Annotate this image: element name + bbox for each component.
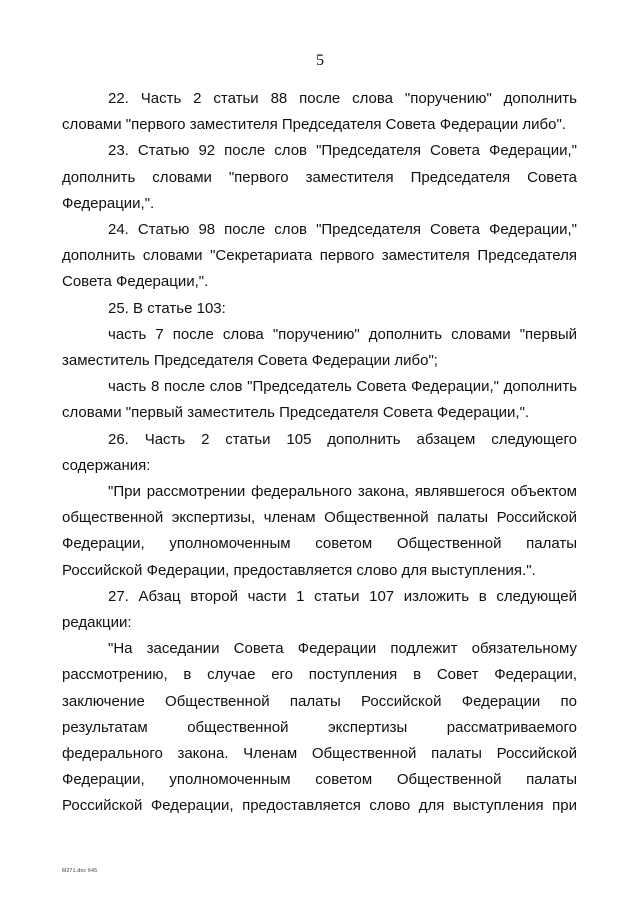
- text-line: общественной экспертизы, членам Общественной палаты Российской: [62, 509, 577, 527]
- text-line: результатам общественной экспертизы рассматриваемого: [62, 718, 577, 736]
- text-line: редакции:: [62, 614, 132, 632]
- text-line: заключение Общественной палаты Российской Федерации по: [62, 692, 577, 710]
- text-line: Федерации, уполномоченным советом Общественной палаты: [62, 535, 577, 553]
- text-line: словами "первый заместитель Председателя Совета Федерации,".: [62, 404, 530, 422]
- text-line: дополнить словами "Секретариата первого заместителя Председателя: [62, 247, 577, 265]
- text-line: Федерации,".: [62, 194, 155, 212]
- text-line: часть 8 после слов "Председатель Совета Федерации," дополнить: [108, 378, 577, 396]
- text-line: заместитель Председателя Совета Федерации либо";: [62, 352, 438, 370]
- page-number: 5: [316, 52, 324, 69]
- text-line: часть 7 после слова "поручению" дополнить словами "первый: [108, 325, 577, 343]
- text-line: 26. Часть 2 статьи 105 дополнить абзацем следующего: [108, 430, 577, 448]
- text-line: содержания:: [62, 456, 151, 474]
- text-line: 22. Часть 2 статьи 88 после слова "поручению" дополнить: [108, 90, 577, 107]
- text-line: 27. Абзац второй части 1 статьи 107 изложить в следующей: [108, 587, 577, 605]
- text-line: 25. В статье 103:: [108, 299, 226, 317]
- text-line: Совета Федерации,".: [62, 273, 209, 291]
- text-line: 24. Статью 98 после слов "Председателя Совета Федерации,": [108, 221, 577, 239]
- text-line: "При рассмотрении федерального закона, являвшегося объектом: [108, 483, 577, 501]
- document-body: [62, 86, 577, 820]
- text-line: "На заседании Совета Федерации подлежит обязательному: [108, 640, 577, 658]
- text-line: рассмотрению, в случае его поступления в Совет Федерации,: [62, 666, 577, 684]
- text-line: 23. Статью 92 после слов "Председателя Совета Федерации,": [108, 142, 577, 160]
- text-line: федерального закона. Членам Общественной палаты Российской: [62, 745, 577, 763]
- text-line: Российской Федерации, предоставляется слово для выступления.".: [62, 561, 536, 579]
- text-line: словами "первого заместителя Председателя Совета Федерации либо".: [62, 116, 566, 134]
- text-line: Российской Федерации, предоставляется слово для выступления при: [62, 797, 577, 815]
- text-line: Федерации, уполномоченным советом Общественной палаты: [62, 771, 577, 789]
- footer-file-id: M271.doc 645: [62, 868, 98, 874]
- text-line: дополнить словами "первого заместителя Председателя Совета: [62, 168, 577, 186]
